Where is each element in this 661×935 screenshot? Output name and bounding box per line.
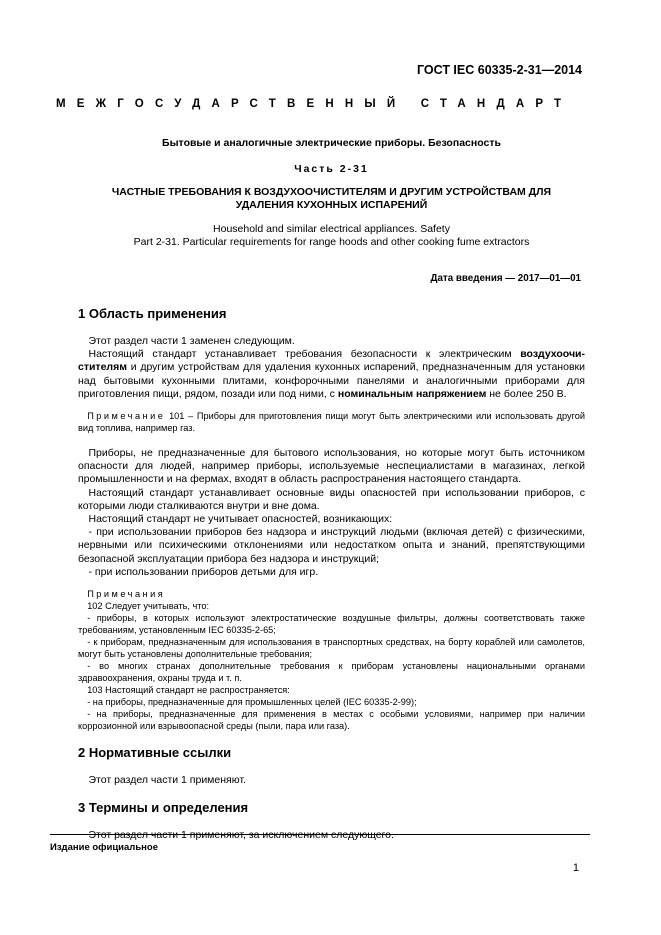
note-label: Примечание (87, 411, 166, 422)
standard-code: ГОСТ IEC 60335-2-31—2014 (416, 63, 582, 77)
note-103-a: - на приборы, предназначенные для промышленных целей (IEC 60335-2-99); (87, 697, 417, 708)
section-1-paragraph-1: Этот раздел части 1 заменен следующим. (88, 335, 295, 347)
part-number: Часть 2-31 (294, 163, 369, 175)
document-body (78, 306, 585, 842)
section-3-heading: 3 Термины и определения (78, 800, 249, 816)
english-title (78, 223, 585, 249)
introduction-date: Дата введения — 2017—01—01 (430, 273, 581, 284)
paragraph-text: и другим устройствам для удаления кухонных испарений, предназначенным для установки над бытовыми кухонными плитами, конфорочными панелями и аналогичными приборами для приготовления пищи, рядом, позади или под ними, с (78, 361, 585, 400)
english-title-line-1: Household and similar electrical appliances. Safety (213, 223, 450, 235)
notes-label: Примечания (87, 589, 166, 600)
section-1-heading: 1 Область применения (78, 306, 227, 321)
official-edition-label: Издание официальное (50, 842, 158, 853)
section-1-paragraph-3: Приборы, не предназначенные для бытового использования, но которые могут быть источником опасности для людей, например приборы, используемые неспециалистами в магазинах, легкой промышленности и на фермах, входят в область распространения настоящего стандарта. (78, 447, 585, 486)
section-1-paragraph-5: Настоящий стандарт не учитывает опасностей, возникающих: (88, 513, 393, 526)
footer-divider (50, 834, 590, 835)
note-103-b: - на приборы, предназначенные для применения в местах с особыми условиями, например при наличии коррозионной или взрывоопасной среды (пыли, пара или газа). (78, 709, 585, 732)
note-102: 102 Следует учитывать, что: (87, 601, 210, 612)
section-1-paragraph-7: - при использовании приборов детьми для игр. (88, 565, 319, 578)
section-2-heading: 2 Нормативные ссылки (78, 745, 232, 761)
note-102-a: - приборы, в которых используют электростатические воздушные фильтры, должны соответствовать также требованиям, установленным IEC 60335-2-65; (78, 613, 585, 636)
note-102-b: - к приборам, предназначенным для использования в транспортных средствах, на борту кораблей или самолетов, могут быть установлены дополнительные требования; (78, 637, 585, 660)
document-subtitle (78, 186, 585, 212)
section-1-paragraph-2 (78, 348, 585, 401)
subtitle-line-2: УДАЛЕНИЯ КУХОННЫХ ИСПАРЕНИЙ (235, 199, 428, 211)
page-number: 1 (572, 862, 579, 874)
paragraph-text: Настоящий стандарт устанавливает требования безопасности к электрическим (88, 348, 521, 361)
note-text: 101 – Приборы для приготовления пищи могут быть электрическими или использовать другой вид топлива, например газ. (78, 411, 585, 434)
english-title-line-2: Part 2-31. Particular requirements for range hoods and other cooking fume extractors (133, 236, 530, 248)
note-102-c: - во многих странах дополнительные требования к приборам установлены национальными органами здравоохранения, охраны труда и т. п. (78, 661, 585, 684)
interstate-standard-heading: МЕЖГОСУДАРСТВЕННЫЙ СТАНДАРТ (56, 98, 573, 110)
section-1-paragraph-6: - при использовании приборов без надзора и инструкций людьми (включая детей) с физическими, нервными или психическими отклонениями или недостатком опыта и знаний, препятствующими безопасной эксплуатации прибора без надзора и инструкций; (78, 526, 585, 565)
paragraph-text: не более 250 В. (486, 387, 567, 400)
term-air-purifiers: воздухоочи-стителям (78, 348, 585, 374)
subtitle-line-1: ЧАСТНЫЕ ТРЕБОВАНИЯ К ВОЗДУХООЧИСТИТЕЛЯМ И ДРУГИМ УСТРОЙСТВАМ ДЛЯ (111, 186, 552, 198)
section-3-paragraph-1: Этот раздел части 1 применяют, за исключением следующего. (88, 829, 394, 842)
term-rated-voltage: номинальным напряжением (337, 387, 487, 400)
section-1-paragraph-4: Настоящий стандарт устанавливает основные виды опасностей при использовании приборов, с которыми люди сталкиваются внутри и вне дома. (78, 486, 585, 512)
note-103: 103 Настоящий стандарт не распространяется: (87, 685, 290, 696)
section-2-paragraph-1: Этот раздел части 1 применяют. (88, 774, 246, 787)
note-101 (78, 410, 585, 434)
document-title: Бытовые и аналогичные электрические приборы. Безопасность (162, 137, 501, 149)
